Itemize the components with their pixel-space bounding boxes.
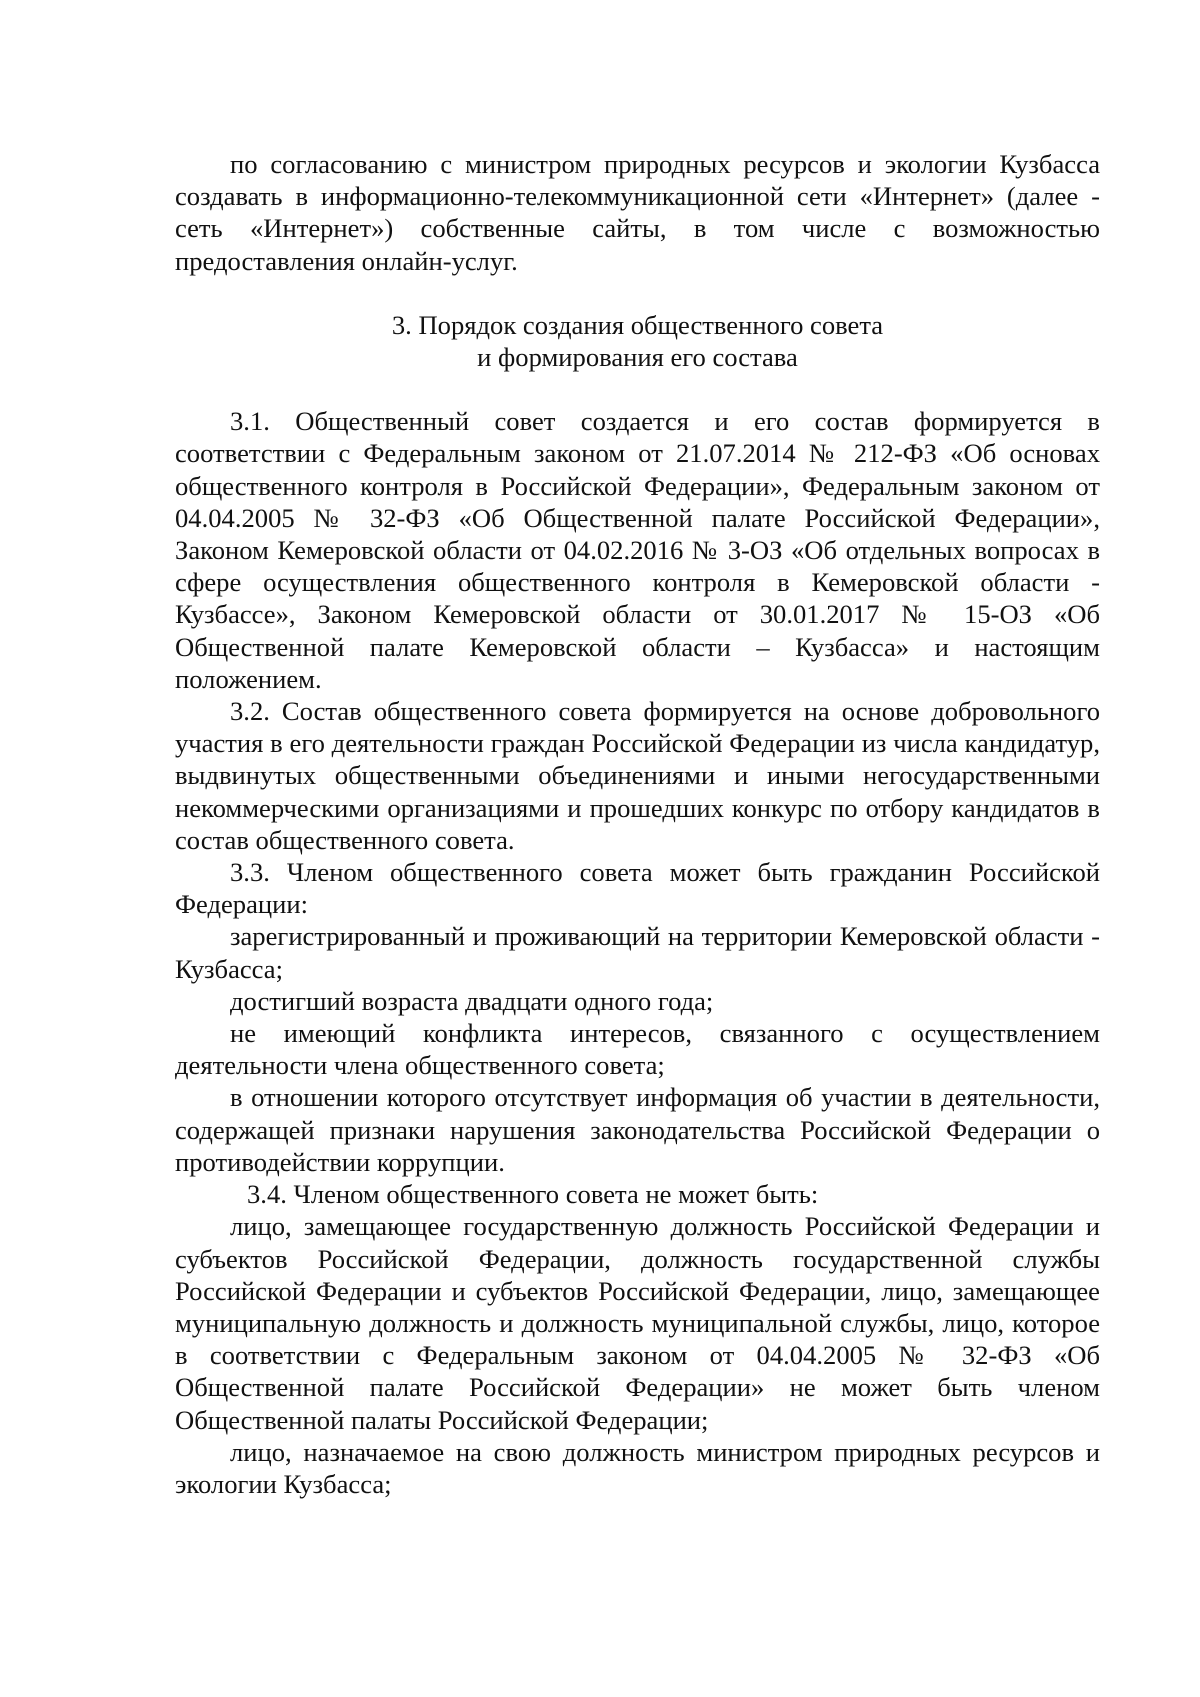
intro-paragraph: по согласованию с министром природных ресурсов и экологии Кузбасса создавать в информационно-телекоммуникационной сети «Интернет» (далее - сеть «Интернет») собственные сайты, в том числе с возможностью предоставления онлайн-услуг. (175, 149, 1100, 276)
list-item-3-3-c: не имеющий конфликта интересов, связанного с осуществлением деятельности члена общественного совета; (175, 1018, 1100, 1081)
list-item-3-3-a: зарегистрированный и проживающий на территории Кемеровской области - Кузбасса; (175, 921, 1100, 984)
list-item-3-3-b: достигший возраста двадцати одного года; (230, 985, 714, 1016)
list-item-3-3-d: в отношении которого отсутствует информация об участии в деятельности, содержащей признаки нарушения законодательства Российской Федерации о противодействии коррупции. (175, 1082, 1100, 1177)
paragraph-3-4: 3.4. Членом общественного совета не может быть: (247, 1179, 819, 1210)
paragraph-3-1: 3.1. Общественный совет создается и его состав формируется в соответствии с Федеральным законом от 21.07.2014 № 212-ФЗ «Об основах общественного контроля в Российской Федерации», Федеральным законом от 04.04.2005 № 32-ФЗ «Об Общественной палате Российской Федерации», Законом Кемеровской области от 04.02.2016 № 3-ОЗ «Об отдельных вопросах в сфере осуществления общественного контроля в Кемеровской области - Кузбассе», Законом Кемеровской области от 30.01.2017 № 15-ОЗ «Об Общественной палате Кемеровской области – Кузбасса» и настоящим положением. (175, 406, 1100, 694)
list-item-3-4-b: лицо, назначаемое на свою должность министром природных ресурсов и экологии Кузбасса; (175, 1436, 1100, 1499)
spacer (175, 277, 1100, 309)
spacer (175, 373, 1100, 405)
document-page (175, 148, 1100, 1500)
paragraph-3-2: 3.2. Состав общественного совета формируется на основе добровольного участия в его деятельности граждан Российской Федерации из числа кандидатур, выдвинутых общественными объединениями и иными негосударственными некоммерческими организациями и прошедших конкурс по отбору кандидатов в состав общественного совета. (175, 696, 1100, 855)
list-item-3-4-a: лицо, замещающее государственную должность Российской Федерации и субъектов Российской Федерации, должность государственной службы Российской Федерации и субъектов Российской Федерации, лицо, замещающее муниципальную должность и должность муниципальной службы, лицо, которое в соответствии с Федеральным законом от 04.04.2005 № 32-ФЗ «Об Общественной палате Российской Федерации» не может быть членом Общественной палаты Российской Федерации; (175, 1211, 1100, 1435)
paragraph-3-3: 3.3. Членом общественного совета может быть гражданин Российской Федерации: (175, 857, 1100, 920)
section-heading-line1: 3. Порядок создания общественного совета (391, 309, 884, 340)
section-heading-line2: и формирования его состава (477, 342, 798, 373)
